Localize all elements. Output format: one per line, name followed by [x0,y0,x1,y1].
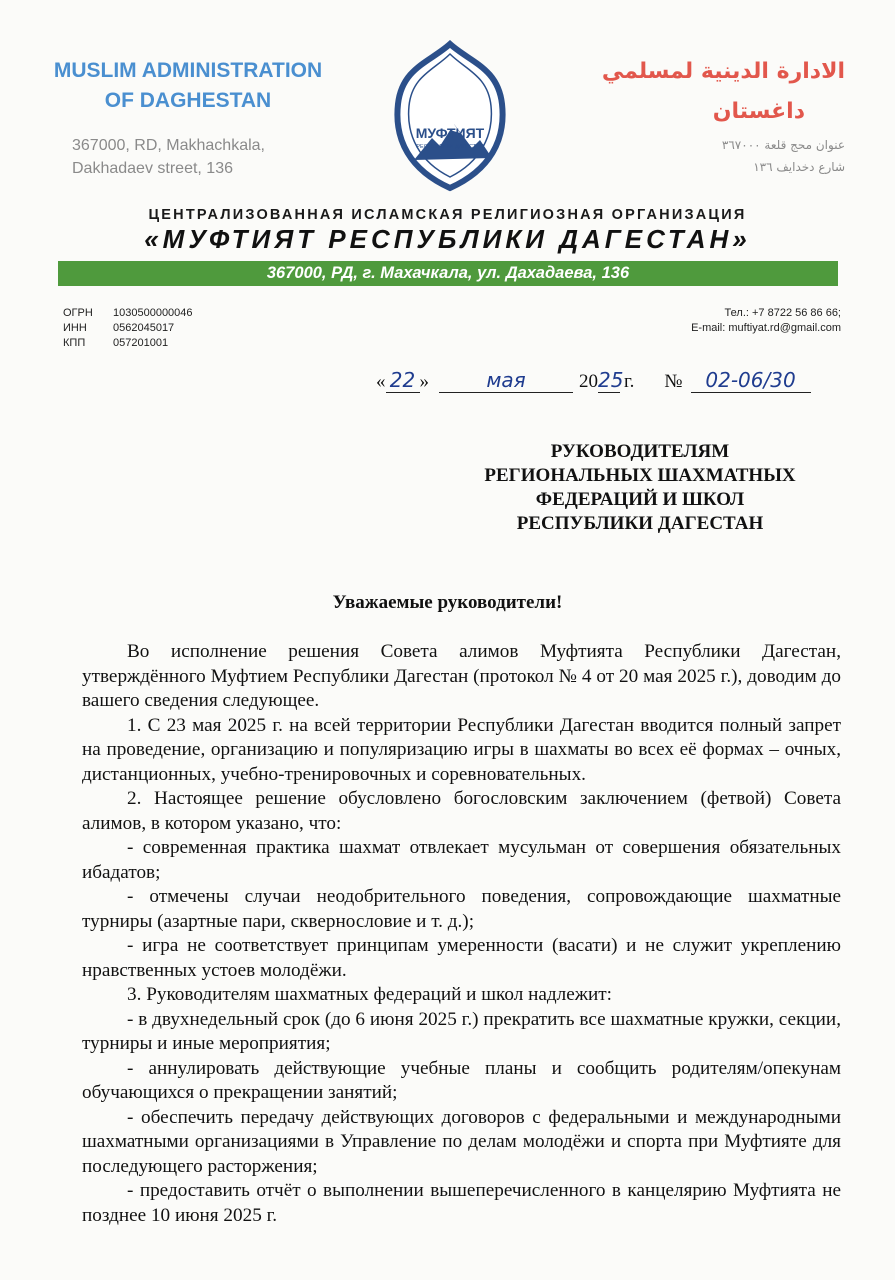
number-sign: № [664,371,683,392]
contact-email: E-mail: muftiyat.rd@gmail.com [691,322,841,334]
date-year-suffix: 25 [598,368,624,392]
date-year-prefix: 20 [579,371,598,392]
org-name-arabic-line1: الادارة الدينية لمسلمي [601,59,845,84]
address-english-line1: 367000, RD, Makhachkala, [72,137,265,154]
org-name-english [28,56,348,116]
requisite-key: ИНН [63,322,87,334]
contact-phone: Тел.: +7 8722 56 86 66; [724,307,841,319]
requisite-row [63,306,193,321]
paragraph: 2. Настоящее решение обусловлено богословским заключением (фетвой) Совета алимов, в котором указано, что: [82,788,841,834]
requisite-key: ОГРН [63,307,93,319]
requisite-row [63,321,193,336]
logo-icon [380,40,520,200]
logo-title: МУФТИЯТ [415,125,485,141]
date-year-unit: г. [624,371,635,392]
paragraph: Во исполнение решения Совета алимов Муфтията Республики Дагестан, утверждённого Муфтием Республики Дагестан (протокол № 4 от 20 мая 2025 г.), доводим до вашего сведения следующее. [82,641,841,711]
address-arabic [640,134,845,178]
date-month: мая [439,368,573,393]
date-close-quote: » [419,371,429,392]
list-item: - отмечены случаи неодобрительного поведения, сопровождающие шахматные турниры (азартные пари, сквернословие и т. д.); [82,886,841,932]
date-day: 22 [386,368,420,393]
requisites [63,306,193,351]
document-number: 02-06/30 [691,368,811,393]
organization-type: ЦЕНТРАЛИЗОВАННАЯ ИСЛАМСКАЯ РЕЛИГИОЗНАЯ ОРГАНИЗАЦИЯ [148,207,747,223]
org-name-arabic [585,52,845,132]
addressee-line3: ФЕДЕРАЦИЙ И ШКОЛ [535,489,745,510]
date-number-line [376,368,811,393]
requisite-key: КПП [63,337,86,349]
list-item: - обеспечить передачу действующих договоров с федеральными и международными шахматными организациями в Управление по делам молодёжи и спорта при Муфтияте для последующего расторжения; [82,1106,841,1177]
address-english [72,134,265,180]
contacts [560,306,841,336]
requisite-row [63,336,193,351]
address-bar: 367000, РД, г. Махачкала, ул. Дахадаева, 136 [58,261,838,286]
list-item: - аннулировать действующие учебные планы и сообщить родителям/опекунам обучающихся о прекращении занятий; [82,1057,841,1103]
organization-name: «МУФТИЯТ РЕСПУБЛИКИ ДАГЕСТАН» [144,224,751,254]
paragraph: 1. С 23 мая 2025 г. на всей территории Республики Дагестан вводится полный запрет на проведение, организацию и популяризацию игры в шахматы во всех её формах – очных, дистанционных, учебно-тренировочных и соревновательных. [82,714,841,785]
muftiyat-logo [380,40,520,205]
address-english-line2: Dakhadaev street, 136 [72,160,233,177]
list-item: - современная практика шахмат отвлекает мусульман от совершения обязательных ибадатов; [82,837,841,883]
paragraph: 3. Руководителям шахматных федераций и школ надлежит: [127,984,612,1005]
list-item: - в двухнедельный срок (до 6 июня 2025 г.) прекратить все шахматные кружки, секции, турниры и иные мероприятия; [82,1008,841,1054]
address-arabic-line2: شارع دخدايف ١٣٦ [753,160,845,174]
address-arabic-line1: عنوان محج قلعة ٣٦٧٠٠٠ [721,138,845,152]
requisite-value: 0562045017 [113,322,175,334]
org-name-english-line2: OF DAGHESTAN [104,89,272,112]
addressee-line4: РЕСПУБЛИКИ ДАГЕСТАН [516,513,764,534]
logo-subtitle: РЕСПУБЛИКИ ДАГЕСТАН [416,144,484,150]
list-item: - игра не соответствует принципам умеренности (васати) и не служит укреплению нравственных устоев молодёжи. [82,935,841,981]
requisite-value: 1030500000046 [113,307,193,319]
addressee-line2: РЕГИОНАЛЬНЫХ ШАХМАТНЫХ [484,465,796,486]
addressee-line1: РУКОВОДИТЕЛЯМ [550,441,730,462]
org-name-arabic-line2: داغستان [712,99,805,124]
greeting: Уважаемые руководители! [332,592,563,613]
addressee [440,440,840,536]
letter-body [82,640,841,1228]
org-name-english-line1: MUSLIM ADMINISTRATION [53,59,323,82]
requisite-value: 057201001 [113,337,169,349]
date-open-quote: « [376,371,386,392]
list-item: - предоставить отчёт о выполнении вышеперечисленного в канцелярию Муфтията не позднее 10 июня 2025 г. [82,1180,841,1226]
